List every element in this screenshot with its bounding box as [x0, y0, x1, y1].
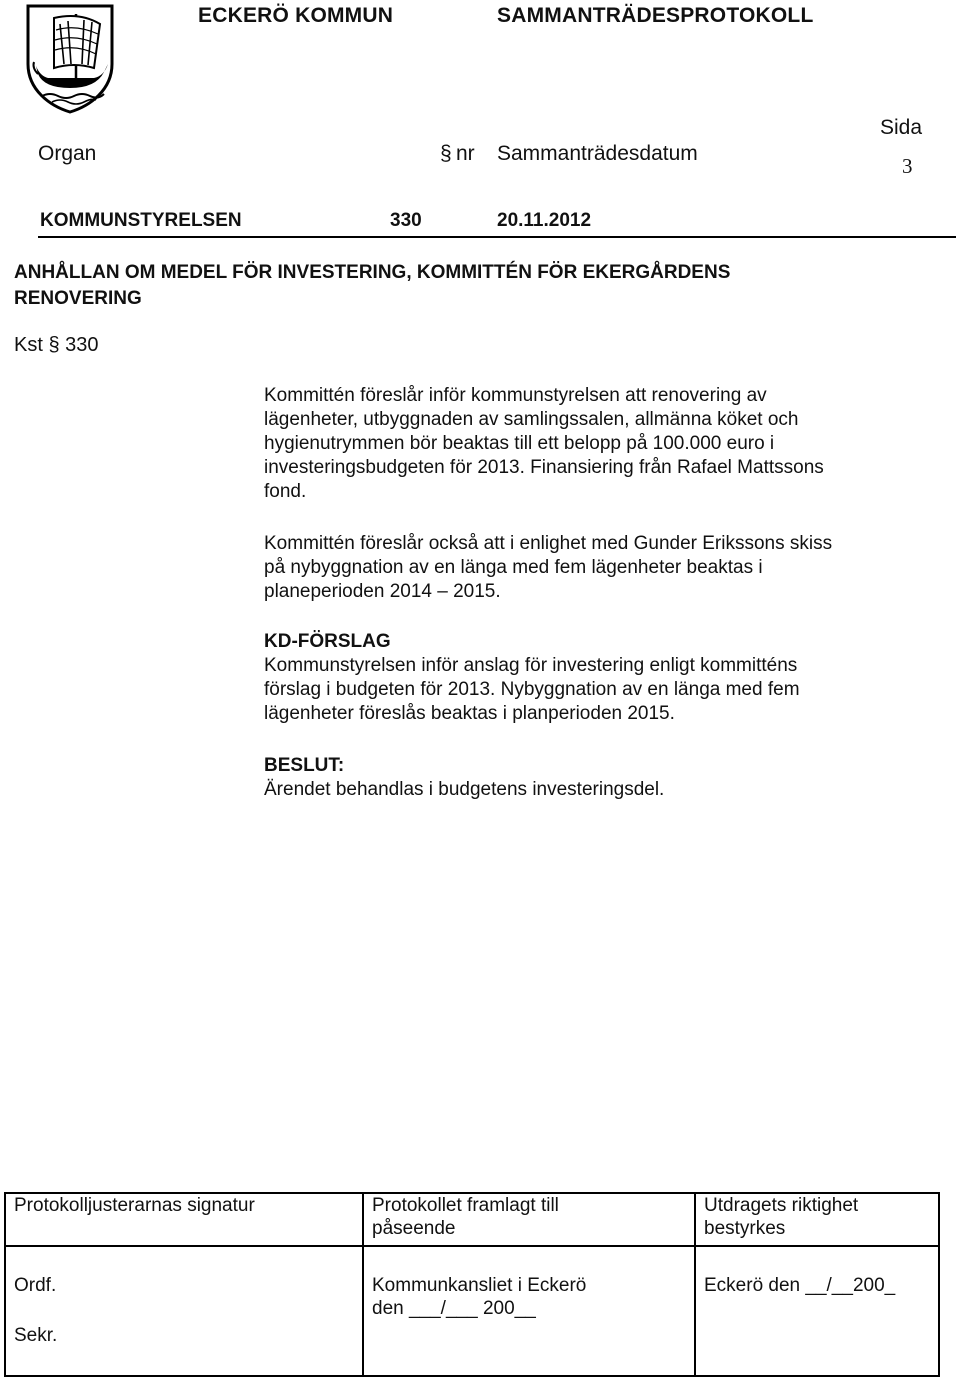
- paragraph-line: Kommunstyrelsen inför anslag för investering enligt kommitténs: [264, 655, 798, 676]
- footer-posted-header-line1: Protokollet framlagt till: [372, 1195, 559, 1216]
- paragraph-line: planeperioden 2014 – 2015.: [264, 581, 501, 602]
- footer-posted-value-line1: Kommunkansliet i Eckerö: [372, 1275, 587, 1296]
- footer-signature-header: Protokolljusterarnas signatur: [14, 1195, 255, 1216]
- paragraph-committee-proposal: [264, 384, 824, 504]
- kst-reference: [14, 334, 99, 357]
- footer-secretary-label: Sekr.: [14, 1325, 58, 1346]
- kd-proposal-heading: KD-FÖRSLAG: [264, 631, 391, 652]
- paragraph-line: hygienutrymmen bör beaktas till ett belopp på 100.000 euro i: [264, 433, 775, 454]
- kd-proposal-section: [264, 630, 800, 726]
- footer-certified-header-line1: Utdragets riktighet: [704, 1195, 859, 1216]
- header-rule: [38, 236, 956, 238]
- decision-section: [264, 754, 664, 802]
- footer-table-left-border: [4, 1192, 6, 1377]
- section-sign: §: [440, 142, 452, 165]
- footer-certified-header: [704, 1194, 858, 1240]
- footer-certified-header-line2: bestyrkes: [704, 1218, 786, 1239]
- paragraph-line: Kommittén föreslår också att i enlighet med Gunder Erikssons skiss: [264, 533, 833, 554]
- paragraph-line: lägenheter, utbyggnaden av samlingssalen, allmänna köket och: [264, 409, 799, 430]
- organ-value: KOMMUNSTYRELSEN: [40, 210, 242, 231]
- kst-number: 330: [65, 334, 99, 356]
- paragraph-line: investeringsbudgeten för 2013. Finansiering från Rafael Mattssons: [264, 457, 824, 478]
- paragraph-line: Kommittén föreslår inför kommunstyrelsen att renovering av: [264, 385, 767, 406]
- footer-table-bottom-border: [4, 1375, 940, 1377]
- footer-table-right-border: [938, 1192, 940, 1377]
- footer-posted-header-line2: påseende: [372, 1218, 456, 1239]
- footer-certified-value: Eckerö den __/__200_: [704, 1275, 896, 1296]
- nr-label: nr: [456, 142, 475, 165]
- footer-posted-header: [372, 1194, 559, 1240]
- decision-heading: BESLUT:: [264, 755, 345, 776]
- decision-text: Ärendet behandlas i budgetens investeringsdel.: [264, 779, 665, 800]
- footer-table-divider-2: [694, 1192, 696, 1377]
- item-title-line1: ANHÅLLAN OM MEDEL FÖR INVESTERING, KOMMITTÉN FÖR EKERGÅRDENS: [14, 262, 731, 283]
- municipality-name: ECKERÖ KOMMUN: [198, 4, 394, 27]
- paragraph-line: fond.: [264, 481, 307, 502]
- date-label: Sammanträdesdatum: [497, 142, 698, 165]
- footer-posted-value: [372, 1274, 586, 1320]
- paragraph-new-construction: [264, 532, 832, 604]
- organ-label: Organ: [38, 142, 97, 165]
- date-value: 20.11.2012: [497, 210, 592, 231]
- document-type: SAMMANTRÄDESPROTOKOLL: [497, 4, 814, 27]
- footer-table-middle-border: [4, 1245, 940, 1247]
- kst-section-sign: §: [48, 334, 60, 356]
- municipality-coat-of-arms-logo: [24, 2, 116, 114]
- paragraph-line: på nybyggnation av en länga med fem lägenheter beaktas i: [264, 557, 763, 578]
- kst-label: Kst: [14, 334, 43, 356]
- paragraph-line: lägenheter föreslås beaktas i planperioden 2015.: [264, 703, 675, 724]
- footer-posted-value-line2: den ___/___ 200__: [372, 1298, 536, 1319]
- nr-value: 330: [390, 210, 422, 231]
- paragraph-line: förslag i budgeten för 2013. Nybyggnation av en länga med fem: [264, 679, 800, 700]
- footer-table-divider-1: [362, 1192, 364, 1377]
- item-title-line2: RENOVERING: [14, 288, 142, 309]
- page-number: 3: [902, 154, 913, 178]
- footer-chair-label: Ordf.: [14, 1275, 57, 1296]
- page-label: Sida: [880, 116, 923, 139]
